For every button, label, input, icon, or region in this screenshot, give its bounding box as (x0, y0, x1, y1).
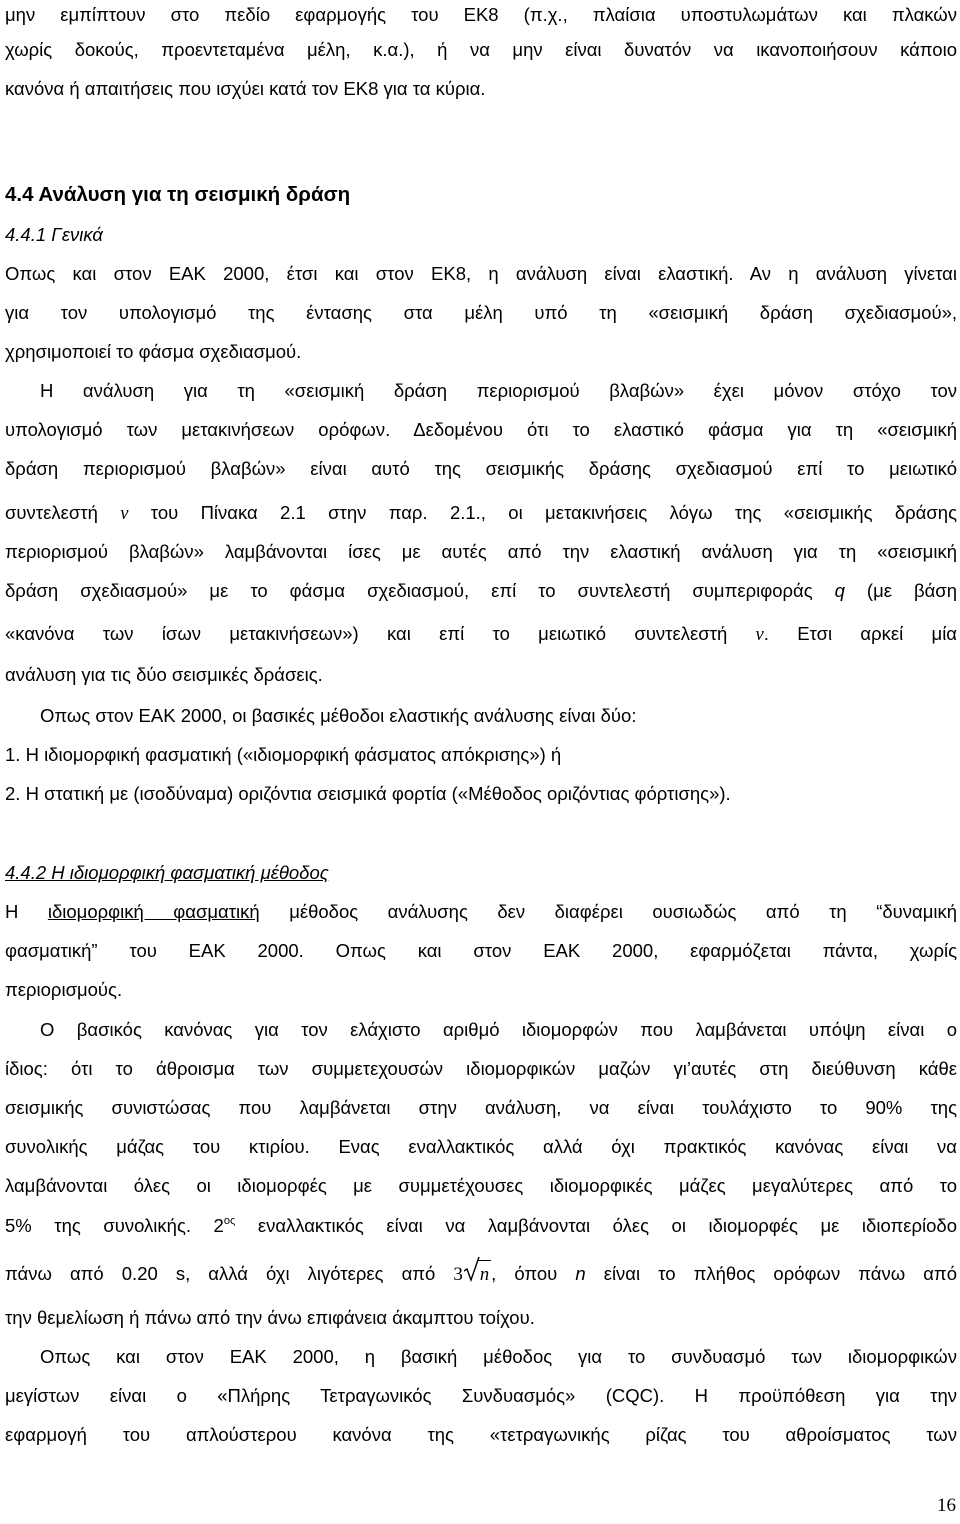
text-line: ανάλυση για τις δύο σεισμικές δράσεις. (5, 664, 323, 685)
text-line: κανόνα ή απαιτήσεις που ισχύει κατά τον ΕΚ8 για τα κύρια. (5, 78, 486, 99)
text-line: για τον υπολογισμό της έντασης στα μέλη υπό τη «σεισμική δράση σχεδιασμού», (5, 302, 957, 323)
text-segment: 5% της συνολικής. 2 (5, 1215, 224, 1236)
text-segment: μέθοδος ανάλυσης δεν διαφέρει ουσιωδώς από τη “δυναμική (259, 901, 958, 922)
text-line: Οπως και στον ΕΑΚ 2000, η βασική μέθοδος για το συνδυασμό των ιδιομορφικών (40, 1346, 957, 1367)
text-line: την θεμελίωση ή πάνω από την άνω επιφάνεια άκαμπτου τοίχου. (5, 1307, 535, 1328)
underlined-term: ιδιομορφική φασματική (47, 901, 260, 922)
root-index: 3 (453, 1264, 463, 1285)
text-line: Η ανάλυση για τη «σεισμική δράση περιορισμού βλαβών» έχει μόνον στόχο τον (40, 380, 957, 401)
text-line (5, 577, 957, 605)
text-line: εφαρμογή του απλούστερου κανόνα της «τετραγωνικής ρίζας του αθροίσματος των (5, 1424, 957, 1445)
text-line: χρησιμοποιεί το φάσμα σχεδιασμού. (5, 341, 302, 362)
nu-symbol: ν (120, 504, 129, 524)
text-line: φασματική” του ΕΑΚ 2000. Οπως και στον ΕΑΚ 2000, εφαρμόζεται πάντα, χωρίς (5, 940, 957, 961)
subsection-heading: 4.4.2 Η ιδιομορφική φασματική μέθοδος (5, 862, 329, 883)
text-line (5, 1260, 957, 1288)
text-line: περιορισμού βλαβών» λαμβάνονται ίσες με αυτές από την ελαστική ανάλυση για τη «σεισμική (5, 541, 957, 562)
text-line: περιορισμούς. (5, 979, 123, 1000)
ordinal-superscript: ος (223, 1215, 236, 1227)
text-line: μεγίστων είναι ο «Πλήρης Τετραγωνικός Συνδυασμός» (CQC). Η προϋπόθεση για την (5, 1385, 957, 1406)
n-symbol: n (575, 1263, 586, 1284)
text-line (5, 620, 957, 648)
nu-symbol: ν (755, 625, 764, 645)
text-line: Ο βασικός κανόνας για τον ελάχιστο αριθμό ιδιομορφών που λαμβάνεται υπόψη είναι ο (40, 1019, 957, 1040)
q-symbol: q (834, 580, 845, 601)
text-line (5, 898, 957, 926)
text-line: χωρίς δοκούς, προεντεταμένα μέλη, κ.α.), ή να μην είναι δυνατόν να ικανοποιήσουν κάποιο (5, 39, 957, 60)
text-segment: «κανόνα των ίσων μετακινήσεων») και επί το μειωτικό συντελεστή (5, 623, 756, 644)
section-heading: 4.4 Ανάλυση για τη σεισμική δράση (5, 183, 351, 206)
text-segment: (με βάση (844, 580, 958, 601)
text-segment: είναι το πλήθος ορόφων πάνω από (585, 1263, 957, 1284)
text-line: δράση περιορισμού βλαβών» είναι αυτό της σεισμικής δράσης σχεδιασμού επί το μειωτικό (5, 458, 957, 479)
list-item: 2. Η στατική με (ισοδύναμα) οριζόντια σεισμικά φορτία («Μέθοδος οριζόντιας φόρτισης»). (5, 783, 731, 804)
text-line: Οπως στον ΕΑΚ 2000, οι βασικές μέθοδοι ελαστικής ανάλυσης είναι δύο: (40, 705, 637, 726)
page-number: 16 (937, 1495, 956, 1516)
text-segment: εναλλακτικός είναι να λαμβάνονται όλες οι ιδιομορφές με ιδιοπερίοδο (235, 1215, 957, 1236)
list-item: 1. Η ιδιομορφική φασματική («ιδιομορφική φάσματος απόκρισης») ή (5, 744, 562, 765)
text-line: λαμβάνονται όλες οι ιδιομορφές με συμμετέχουσες ιδιομορφικές μάζες μεγαλύτερες από το (5, 1175, 957, 1196)
subsection-heading: 4.4.1 Γενικά (5, 224, 103, 245)
text-segment: . Ετσι αρκεί μία (763, 623, 957, 644)
text-segment: συντελεστή (5, 502, 121, 523)
text-line: σεισμικής συνιστώσας που λαμβάνεται στην ανάλυση, να είναι τουλάχιστο το 90% της (5, 1097, 957, 1118)
text-segment: , όπου (491, 1263, 576, 1284)
text-line: Οπως και στον ΕΑΚ 2000, έτσι και στον ΕΚ8, η ανάλυση είναι ελαστική. Αν η ανάλυση γίνεται (5, 263, 957, 284)
text-segment: Η (5, 901, 48, 922)
text-segment: δράση σχεδιασμού» με το φάσμα σχεδιασμού, επί το συντελεστή συμπεριφοράς (5, 580, 835, 601)
text-line: υπολογισμό των μετακινήσεων ορόφων. Δεδομένου ότι το ελαστικό φάσμα για τη «σεισμική (5, 419, 957, 440)
text-line: μην εμπίπτουν στο πεδίο εφαρμογής του ΕΚ8 (π.χ., πλαίσια υποστυλωμάτων και πλακών (5, 4, 957, 25)
text-segment: του Πίνακα 2.1 στην παρ. 2.1., οι μετακινήσεις λόγω της «σεισμικής δράσης (128, 502, 957, 523)
text-line: ίδιος: ότι το άθροισμα των συμμετεχουσών ιδιομορφικών μαζών γι’αυτές στη διεύθυνση κάθε (5, 1058, 957, 1079)
radicand: n (477, 1260, 491, 1289)
cube-root-expression (453, 1260, 491, 1289)
text-line (5, 1212, 957, 1240)
text-segment: πάνω από 0.20 s, αλλά όχι λιγότερες από (5, 1263, 454, 1284)
text-line (5, 499, 957, 527)
text-line: συνολικής μάζας του κτιρίου. Ενας εναλλακτικός αλλά όχι πρακτικός κανόνας είναι να (5, 1136, 957, 1157)
